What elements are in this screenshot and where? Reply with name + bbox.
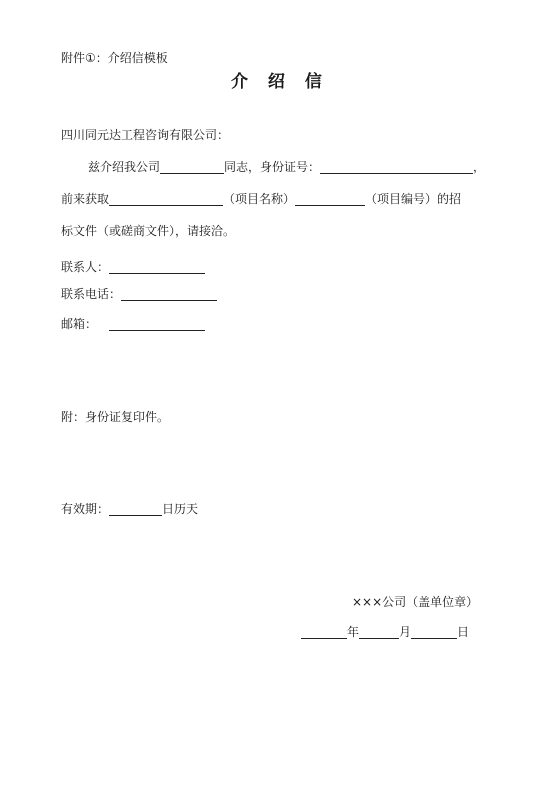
intro-text-5: （项目名称） [223, 192, 296, 206]
person-name-blank[interactable] [160, 160, 224, 174]
id-number-blank[interactable] [320, 160, 473, 174]
intro-text-6: （项目编号）的招 [365, 192, 462, 206]
page-title: 介 绍 信 [231, 72, 329, 92]
year-blank[interactable] [301, 625, 347, 639]
project-number-blank[interactable] [295, 192, 365, 206]
phone-label: 联系电话： [61, 287, 122, 301]
contact-label: 联系人： [61, 260, 110, 274]
month-label: 月 [399, 625, 412, 639]
validity-unit: 日历天 [162, 502, 199, 516]
intro-text-4: 前来获取 [61, 192, 110, 206]
email-label: 邮箱： [61, 317, 98, 331]
attachment-note: 附：身份证复印件。 [61, 410, 170, 424]
seal-line: ×××公司（盖单位章） [352, 595, 479, 609]
year-label: 年 [347, 625, 360, 639]
email-line [61, 316, 205, 332]
recipient-line: 四川同元达工程咨询有限公司： [61, 128, 230, 142]
month-blank[interactable] [359, 625, 399, 639]
intro-text-3: ， [473, 160, 486, 174]
intro-line-2 [61, 191, 461, 207]
phone-blank[interactable] [121, 287, 217, 301]
validity-days-blank[interactable] [109, 502, 162, 516]
project-name-blank[interactable] [109, 192, 223, 206]
intro-line-1 [88, 159, 485, 175]
intro-line-3: 标文件（或磋商文件），请接洽。 [61, 224, 236, 238]
contact-blank[interactable] [109, 260, 205, 274]
day-blank[interactable] [411, 625, 457, 639]
phone-line [61, 286, 217, 302]
validity-label: 有效期： [61, 502, 110, 516]
attachment-label: 附件①：介绍信模板 [61, 51, 168, 65]
date-line [301, 624, 469, 640]
intro-text-2: 同志，身份证号： [224, 160, 321, 174]
contact-line [61, 259, 205, 275]
day-label: 日 [457, 625, 470, 639]
intro-text-1: 兹介绍我公司 [88, 160, 161, 174]
email-blank[interactable] [109, 317, 205, 331]
validity-line [61, 501, 198, 517]
